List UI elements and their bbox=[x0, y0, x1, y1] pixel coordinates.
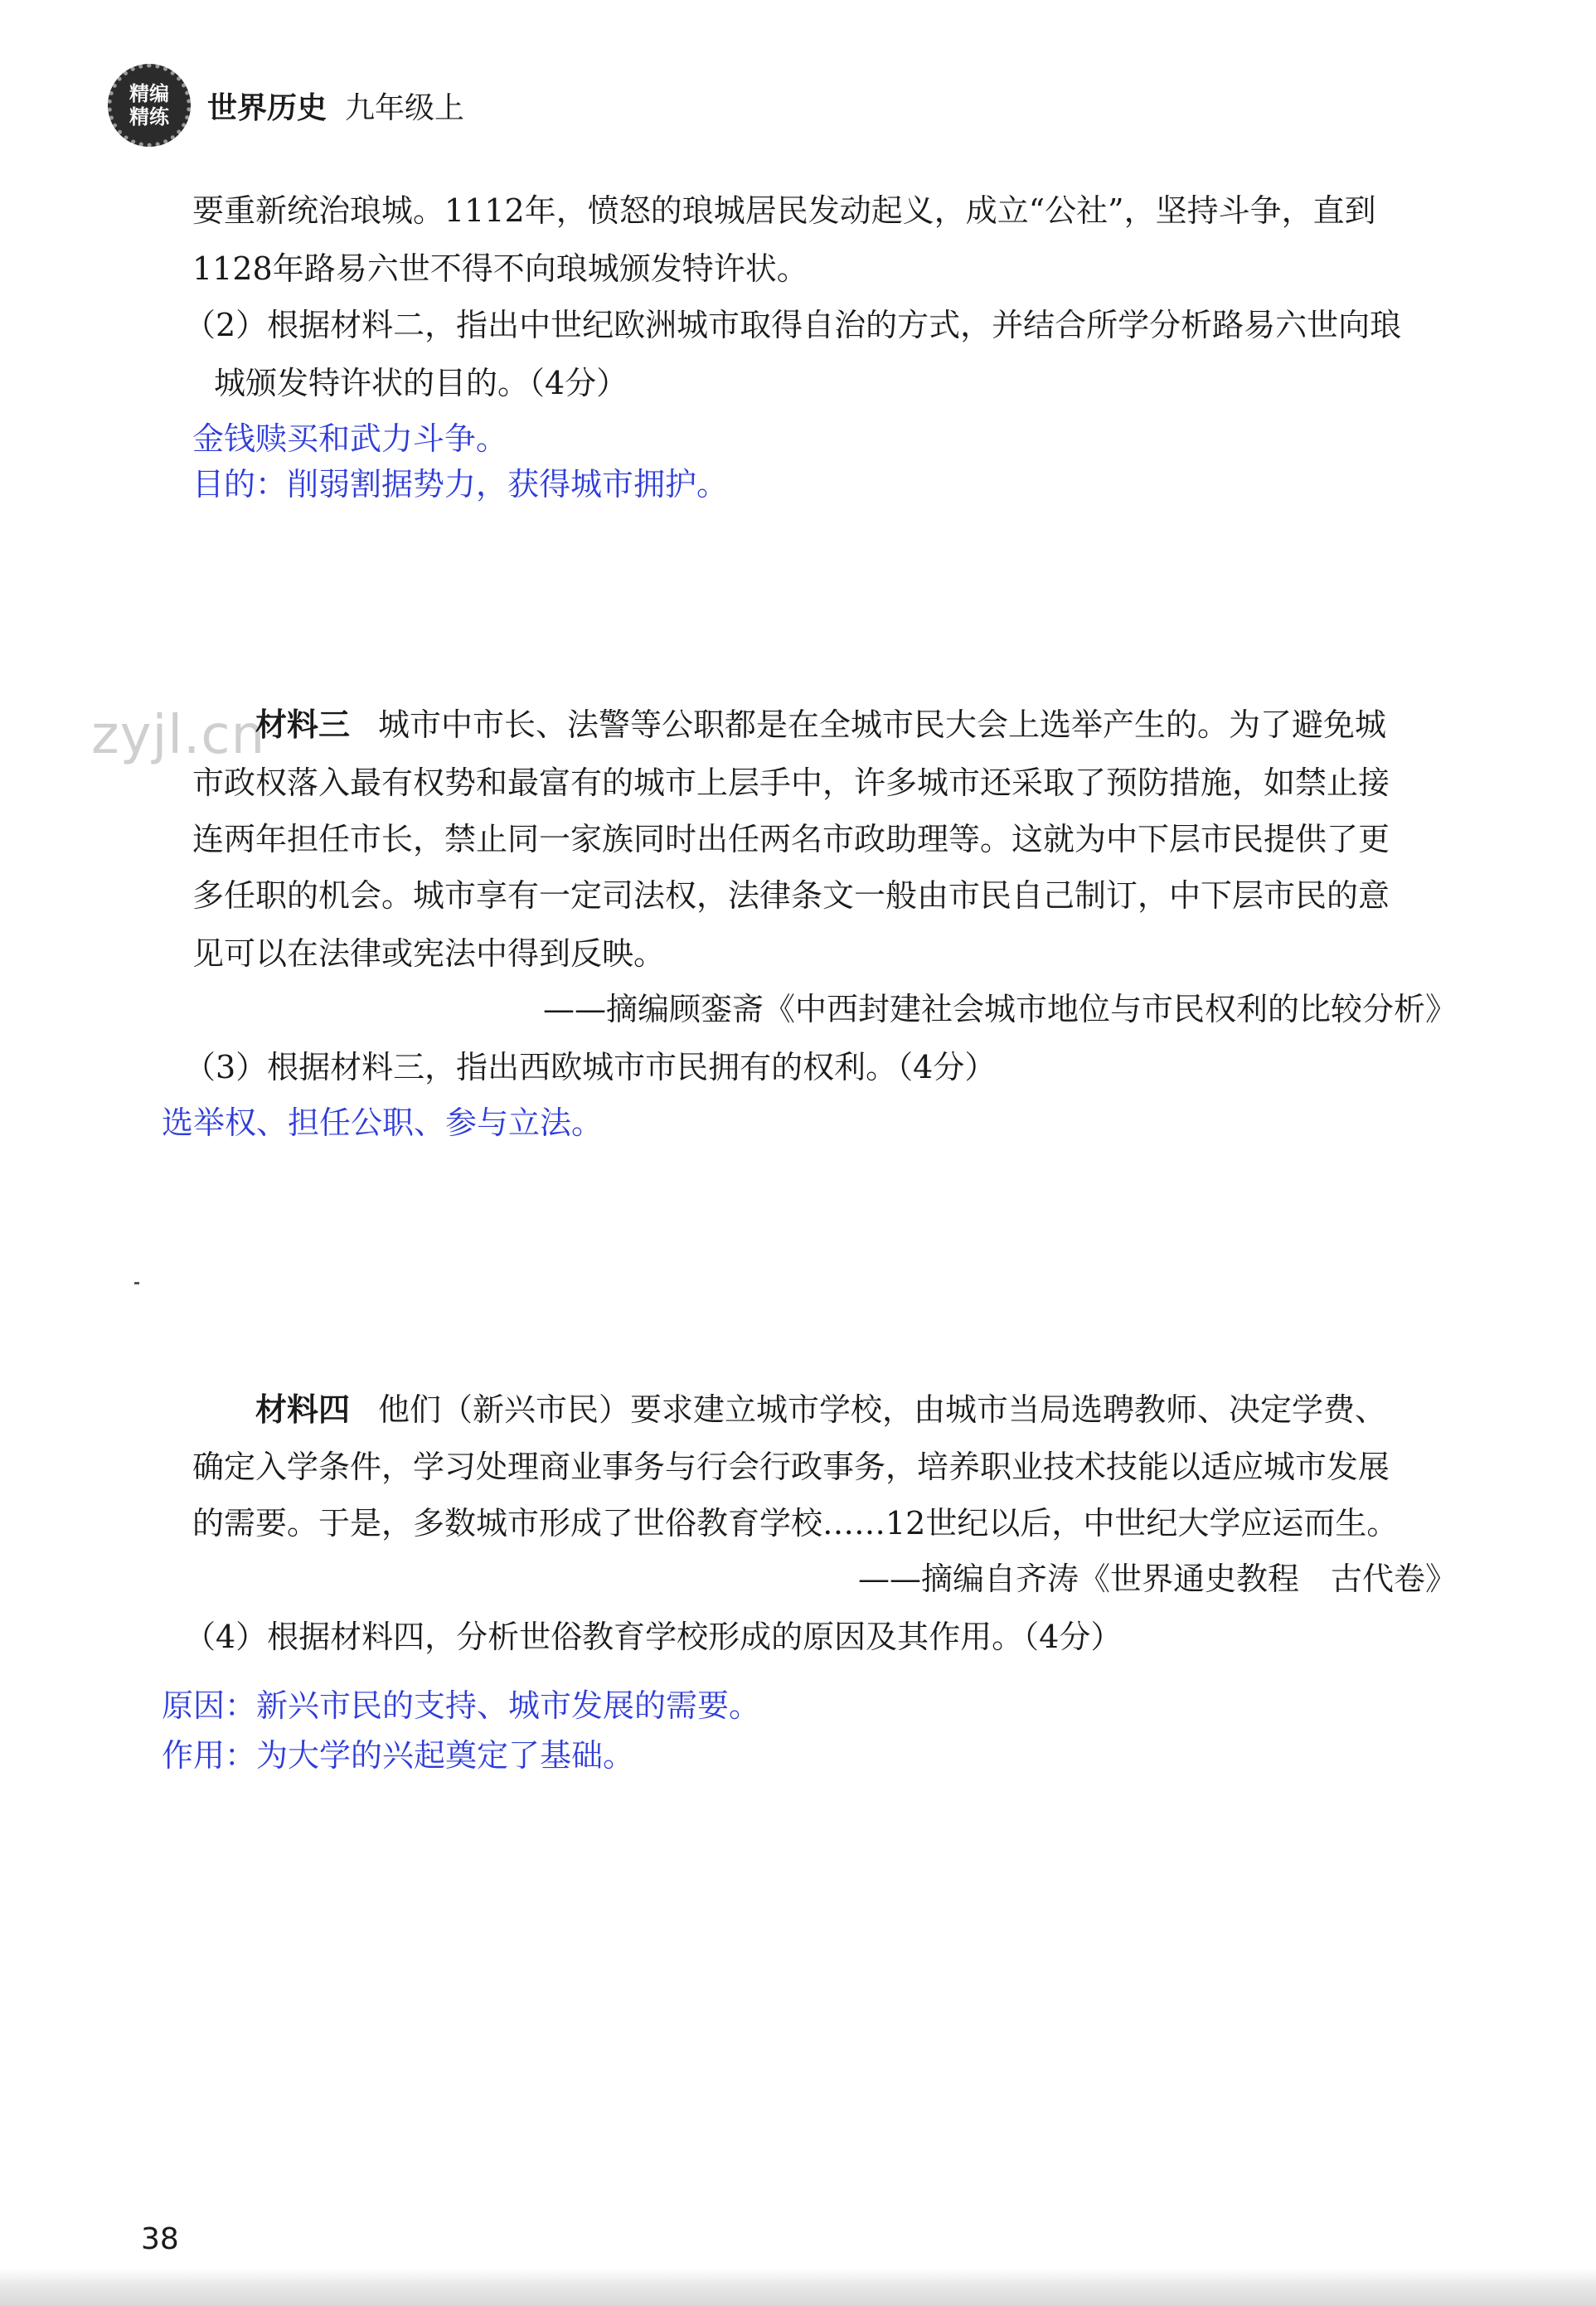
body-text-line: 要重新统治琅城。1112年，愤怒的琅城居民发动起义，成立“公社”，坚持斗争，直到 bbox=[192, 192, 1376, 229]
question-2-line1: （2）根据材料二，指出中世纪欧洲城市取得自治的方式，并结合所学分析路易六世向琅 bbox=[184, 307, 1402, 343]
material-3-line1 bbox=[255, 705, 1386, 745]
page-header bbox=[108, 60, 464, 151]
material-3-text: 城市中市长、法警等公职都是在全城市民大会上选举产生的。为了避免城 bbox=[378, 706, 1387, 743]
answer-3: 选举权、担任公职、参与立法。 bbox=[162, 1104, 604, 1141]
answer-2-line2: 目的：削弱割据势力，获得城市拥护。 bbox=[192, 466, 729, 502]
body-text-line: 1128年路易六世不得不向琅城颁发特许状。 bbox=[192, 250, 808, 287]
logo-line1: 精编 bbox=[129, 82, 169, 105]
material-4-line1 bbox=[255, 1390, 1386, 1430]
material-3-source: ——摘编顾銮斋《中西封建社会城市地位与市民权利的比较分析》 bbox=[542, 991, 1457, 1027]
material-3-line3: 连两年担任市长，禁止同一家族同时出任两名市政助理等。这就为中下层市民提供了更 bbox=[192, 821, 1390, 857]
question-2-line2: 城颁发特许状的目的。（4分） bbox=[214, 365, 628, 401]
question-3: （3）根据材料三，指出西欧城市市民拥有的权利。（4分） bbox=[184, 1049, 997, 1085]
series-logo bbox=[108, 64, 191, 147]
book-grade: 九年级上 bbox=[345, 90, 465, 125]
material-3-line5: 见可以在法律或宪法中得到反映。 bbox=[192, 935, 666, 972]
stray-mark bbox=[134, 1282, 139, 1284]
question-4: （4）根据材料四，分析世俗教育学校形成的原因及其作用。（4分） bbox=[184, 1619, 1123, 1655]
material-3-line2: 市政权落入最有权势和最富有的城市上层手中，许多城市还采取了预防措施，如禁止接 bbox=[192, 765, 1390, 801]
answer-4-line1: 原因：新兴市民的支持、城市发展的需要。 bbox=[162, 1687, 761, 1724]
answer-4-line2: 作用：为大学的兴起奠定了基础。 bbox=[162, 1737, 635, 1774]
page-bottom-shadow bbox=[0, 2268, 1596, 2306]
book-title: 世界历史 bbox=[207, 90, 327, 125]
answer-2-line1: 金钱赎买和武力斗争。 bbox=[192, 420, 508, 457]
material-4-line3: 的需要。于是，多数城市形成了世俗教育学校……12世纪以后，中世纪大学应运而生。 bbox=[192, 1505, 1399, 1541]
watermark: zyjl.cn bbox=[91, 705, 266, 766]
material-4-source: ——摘编自齐涛《世界通史教程 古代卷》 bbox=[857, 1561, 1457, 1597]
material-3-line4: 多任职的机会。城市享有一定司法权，法律条文一般由市民自己制订，中下层市民的意 bbox=[192, 877, 1390, 914]
material-4-line2: 确定入学条件，学习处理商业事务与行会行政事务，培养职业技术技能以适应城市发展 bbox=[192, 1449, 1390, 1485]
material-4-label: 材料四 bbox=[255, 1391, 351, 1428]
material-4-text: 他们（新兴市民）要求建立城市学校，由城市当局选聘教师、决定学费、 bbox=[378, 1391, 1387, 1428]
logo-line2: 精练 bbox=[129, 105, 169, 129]
material-3-label: 材料三 bbox=[255, 706, 351, 743]
page-number: 38 bbox=[141, 2222, 179, 2256]
